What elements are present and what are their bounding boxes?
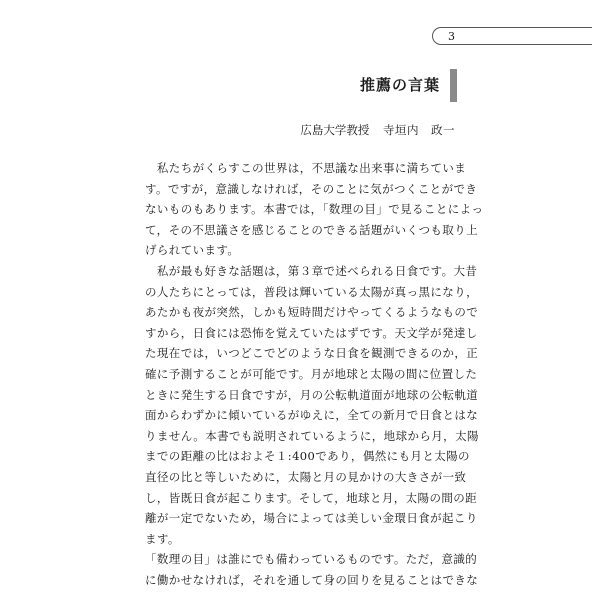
author-affiliation: 広島大学教授 [300,123,370,137]
text-line: の人たちにとっては，普段は輝いている太陽が真っ黒になり， [145,284,478,299]
text-line: す。ですが，意識しなければ，そのことに気がつくことができ [145,181,478,196]
text-line: 直径の比と等しいために，太陽と月の見かけの大きさが一致 [145,469,467,484]
text-line: ないものもあります。本書では，「数理の目」で見ることによっ [145,202,484,217]
text-line: までの距離の比はおよそ１:400であり，偶然にも月と太陽の [145,449,470,464]
text-line: 私が最も好きな話題は，第３章で述べられる日食です。大昔 [145,263,478,278]
page-number: 3 [448,30,455,43]
author-line [300,123,455,137]
text-line: ときに発生する日食ですが，月の公転軌道面が地球の公転軌道 [145,387,479,402]
text-line: げられています。 [145,243,240,258]
title-accent-bar [450,69,457,102]
text-line: すから，日食には恐怖を覚えていたはずです。天文学が発達し [145,325,478,340]
text-line: 面からわずかに傾いているがゆえに，全ての新月で日食とはな [145,408,479,423]
text-line: ます。 [145,531,180,546]
text-line: て，その不思議さを感じることのできる話題がいくつも取り上 [145,222,478,237]
section-title: 推薦の言葉 [359,76,440,94]
text-line: りません。本書でも説明されているように，地球から月，太陽 [145,428,479,443]
text-line: あたかも夜が突然，しかも短時間だけやってくるようなもので [145,305,479,320]
text-line: 私たちがくらすこの世界は，不思議な出来事に満ちていま [145,161,467,175]
text-line: 離が一定でないため，場合によっては美しい金環日食が起こり [145,511,478,526]
text-line: た現在では，いつどこでどのような日食を観測できるのか，正 [145,346,479,361]
text-line: 「数理の目」は誰にでも備わっているものです。ただ，意識的 [145,552,478,567]
author-name: 寺垣内 政一 [383,123,455,137]
text-line: 確に予測することが可能です。月が地球と太陽の間に位置した [145,366,478,381]
text-line: に働かせなければ，それを通して身の回りを見ることはできな [145,572,479,587]
body-text [145,158,484,590]
text-line: し，皆既日食が起こります。そして，地球と月，太陽の間の距 [145,490,478,505]
page-number-tab [432,27,592,45]
